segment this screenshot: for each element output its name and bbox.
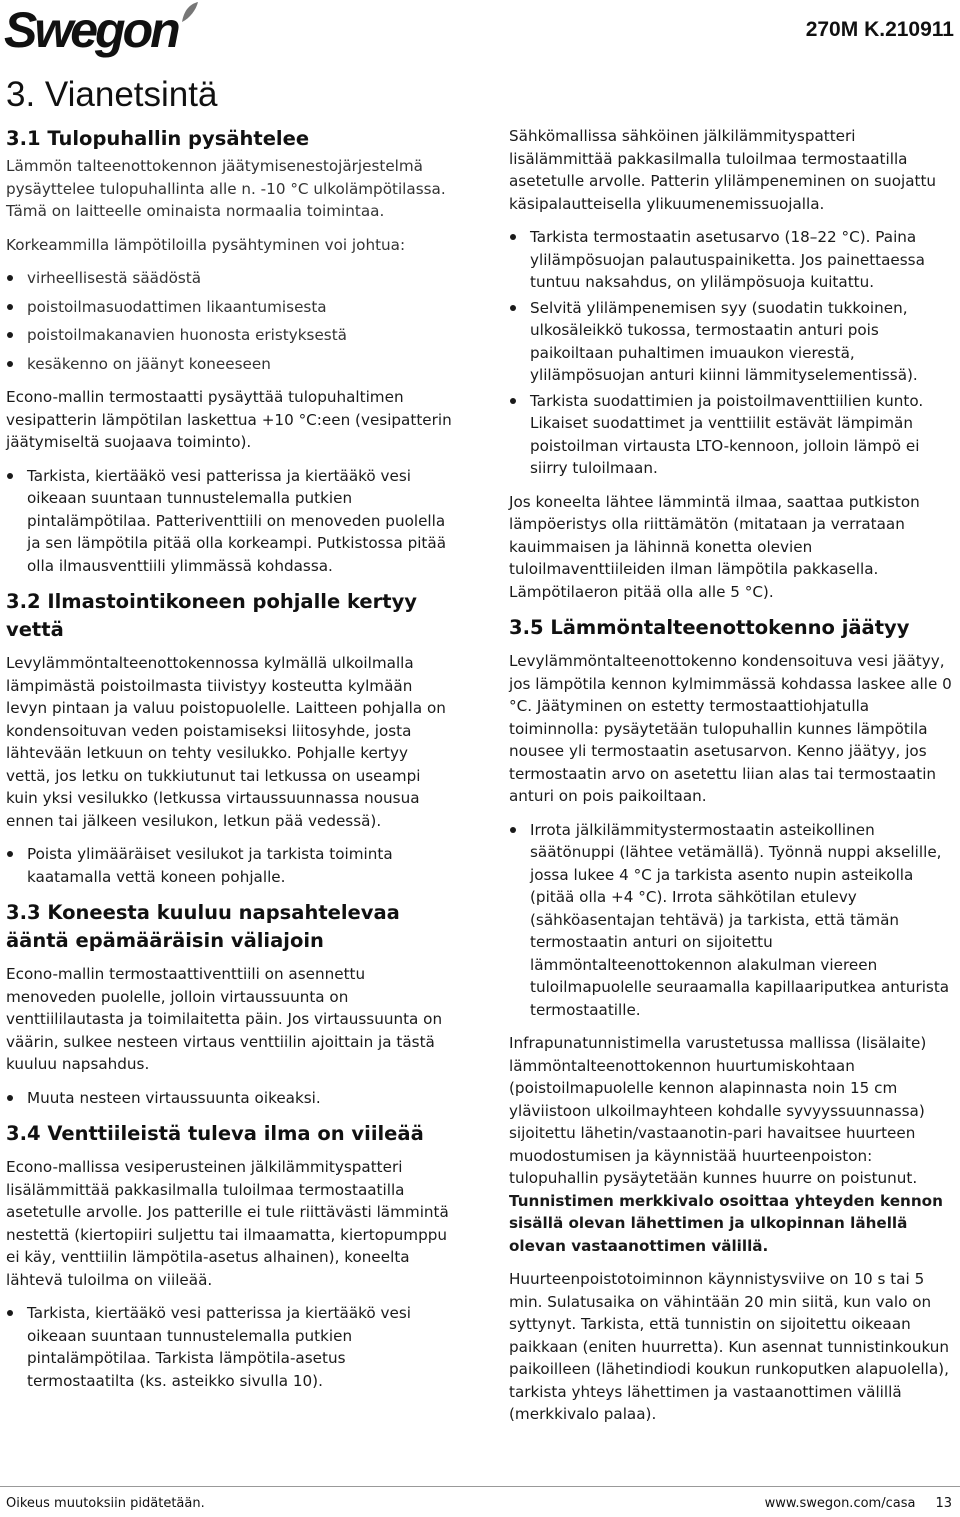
page-number: 13 (935, 1496, 952, 1511)
swegon-logo: Swegon (4, 2, 178, 58)
list-item: Tarkista suodattimien ja poistoilmaventtiilien kunto. Likaiset suodattimet ja venttiilit estävät lämpimän poistoilman virtausta LTO-kennoon, jolloin lämpö ei siirry tuloilmaan. (509, 390, 959, 480)
list-item: Muuta nesteen virtaussuunta oikeaksi. (6, 1087, 452, 1110)
defrost-text: Huurteenpoistotoiminnon käynnistysviive on 10 s tai 5 min. Sulatusaika on vähintään 20 min siitä, kun valo on syttynyt. Tarkista, että tunnistin on sijoitettu oikeaan paikkaan (eniten huurretta). Kun asennat tunnistinkoukun paikoilleen (lähetindiodi koukun runkoputken alapuolella), tarkista yhteys lähettimen ja vastaanottimen välillä (merkkivalo palaa). (509, 1270, 950, 1423)
section-3-2-action-list (6, 843, 452, 888)
footer-divider (0, 1486, 960, 1487)
section-3-1-title: 3.1 Tulopuhallin pysähtelee (6, 127, 310, 150)
section-3-4-title: 3.4 Venttiileistä tuleva ilma on viileää (6, 1122, 424, 1145)
infrared-sensor-text (509, 1032, 959, 1257)
section-3-1-causes-list (6, 267, 452, 375)
infrared-sensor-text-normal: Infrapunatunnistimella varustetussa mallissa (lisälaite) lämmöntalteenottokennon huurtumiskohtaan (poistoilmapuolelle kennon alapinnasta noin 15 cm yläviistoon ulkoilmayhteen kohdalle syvyyssuunnassa) sijoitettu lähetin/vastaanotin-pari havaitsee huurteen muodostumisen ja käynnistää huurteenpoiston: tulopuhallin pysäytetään kunnes huurre on poistunut. (509, 1034, 927, 1187)
warm-air-text: Jos koneelta lähtee lämmintä ilmaa, saattaa putkiston lämpöeristys olla riittämätön (mitataan ja verrataan kauimmaisen ja lähinnä konetta olevien tuloilmaventtiileiden ilman lämpötila pakkasella. Lämpötilaeron pitää olla alle 5 °C). (509, 492, 920, 601)
section-3-4-text: Econo-mallissa vesiperusteinen jälkilämmityspatteri lisälämmittää pakkasilmalla tuloilmaa termostaatilla asetetulle arvolle. Jos patterille ei tule riittävästi lämmintä nestettä (kiertopiiri suljettu tai ilmaamatta, kiertopumppu ei käy, venttiilin lämpötila-asetus alhainen), koneelta lähtevä tuloilma on viileää. (6, 1158, 449, 1289)
section-3-2-title: 3.2 Ilmastointikoneen pohjalle kertyy vettä (6, 590, 417, 641)
list-item: virheellisestä säädöstä (6, 267, 452, 290)
list-item: Irrota jälkilämmitystermostaatin asteikollinen säätönuppi (lähtee vetämällä). Työnnä nuppi akselille, jossa lukee 4 °C ja tarkista asento nupin asteikolla (pitää olla +4 °C). Irrota sähkötilan etulevy (sähköasentajan tehtävä) ja tarkista, että tämän termostaatin anturi on sijoitettu lämmöntalteenottokennon alakulman viereen tuloilmapuolelle seuraamalla kapillaariputkea anturista termostaatille. (509, 819, 959, 1022)
section-3-3-title: 3.3 Koneesta kuuluu napsahtelevaa ääntä epämääräisin väliajoin (6, 901, 400, 952)
list-item: kesäkenno on jäänyt koneeseen (6, 353, 452, 376)
section-3-1-econo-text: Econo-mallin termostaatti pysäyttää tulopuhaltimen vesipatterin lämpötilan laskettua +10 °C:een (vesipatterin jäätymiseltä suojaava toiminto). (6, 388, 452, 451)
footer-disclaimer: Oikeus muutoksiin pidätetään. (6, 1496, 205, 1511)
electric-model-text: Sähkömallissa sähköinen jälkilämmityspatteri lisälämmittää pakkasilmalla tuloilmaa termostaatilla asetetulle arvolle. Patterin ylilämpeneminen on suojattu käsipalautteisella ylikuumenemissuojalla. (509, 127, 937, 213)
section-3-1-intro: Lämmön talteenottokennon jäätymisenestojärjestelmä pysäyttelee tulopuhallinta alle n. -10 °C ulkolämpötilassa. Tämä on laitteelle ominaista normaalia toimintaa. (6, 157, 446, 220)
list-item: poistoilmasuodattimen likaantumisesta (6, 296, 452, 319)
document-number: 270M K.210911 (805, 18, 954, 41)
list-item: Tarkista, kiertääkö vesi patterissa ja kiertääkö vesi oikeaan suuntaan tunnustelemalla putkien pintalämpötilaa. Patteriventtiili on menoveden puolella ja sen lämpötila pitää olla korkeampi. Putkistossa pitää olla ilmausventtiili ylimmässä kohdassa. (6, 465, 452, 578)
section-3-5-text: Levylämmöntalteenottokenno kondensoituva vesi jäätyy, jos lämpötila kennon kylmimmässä kohdassa laskee alle 0 °C. Jäätyminen on estetty termostaattiohjatulla toiminnolla: pysäytetään tulopuhallin kunnes lämpötila nousee yli termostaatin asetusarvon. Kenno jäätyy, jos termostaatin arvo on asetettu liian alas tai termostaatin anturi on pois paikoiltaan. (509, 652, 952, 805)
right-column (509, 125, 959, 1437)
list-item: Selvitä ylilämpenemisen syy (suodatin tukkoinen, ulkosäleikkö tukossa, termostaatin anturi pois paikoiltaan puhaltimen imuaukon vierestä, ylilämpösuojan anturi kiinni lämmityselementissä). (509, 297, 959, 387)
section-3-1-action-list (6, 465, 452, 578)
section-3-3-action-list (6, 1087, 452, 1110)
section-3-5-action-list (509, 819, 959, 1022)
section-3-4-action-list (6, 1302, 452, 1392)
section-3-2-text: Levylämmöntalteenottokennossa kylmällä ulkoilmalla lämpimästä poistoilmasta tiivistyy kosteutta kylmään levyn pintaan ja valuu poistopuolelle. Laitteen pohjalla on kondensoituvan veden poistamiseksi liitosyhde, josta lähtevään letkuun on tehty vesilukko. Pohjalle kertyy vettä, jos letku on tukkiutunut tai letkussa on useampi kuin yksi vesilukko (letkussa virtaussuunnassa nousua ennen tai jälkeen vesilukon, letkun pää vedessä). (6, 654, 446, 830)
section-3-5-title: 3.5 Lämmöntalteenottokenno jäätyy (509, 616, 910, 639)
footer-right (765, 1496, 952, 1511)
section-3-3-text: Econo-mallin termostaattiventtiili on asennettu menoveden puolelle, jolloin virtaussuunta on venttiililautasta ja toimilaitetta päin. Jos virtaussuunta on väärin, sulkee nesteen virtaus venttiilin ajoittain ja tästä kuuluu napsahdus. (6, 965, 443, 1073)
list-item: poistoilmakanavien huonosta eristyksestä (6, 324, 452, 347)
infrared-sensor-text-bold: Tunnistimen merkkivalo osoittaa yhteyden kennon sisällä olevan lähettimen ja ulkopinnan lähellä olevan vastaanottimen välillä. (509, 1191, 943, 1255)
list-item: Poista ylimääräiset vesilukot ja tarkista toiminta kaatamalla vettä koneen pohjalle. (6, 843, 452, 888)
left-column (6, 125, 452, 1403)
footer-url[interactable]: www.swegon.com/casa (764, 1496, 916, 1511)
list-item: Tarkista termostaatin asetusarvo (18–22 °C). Paina ylilämpösuojan palautuspainiketta. Jos painettaessa tuntuu naksahdus, on ylilämpösuoja kuitattu. (509, 226, 959, 294)
page-title: 3. Vianetsintä (6, 75, 218, 114)
logo-leaf-icon (178, 0, 200, 24)
list-item: Tarkista, kiertääkö vesi patterissa ja kiertääkö vesi oikeaan suuntaan tunnustelemalla putkien pintalämpötilaa. Tarkista lämpötila-asetus termostaatilta (ks. asteikko sivulla 10). (6, 1302, 452, 1392)
electric-model-action-list (509, 226, 959, 480)
section-3-1-causes-intro: Korkeammilla lämpötiloilla pysähtyminen voi johtua: (6, 235, 406, 254)
